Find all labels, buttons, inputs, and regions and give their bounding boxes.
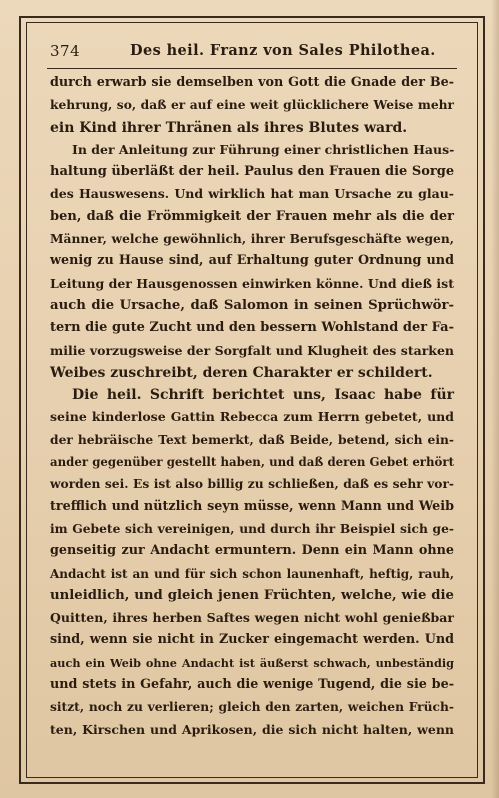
text-line: Männer, welche gewöhnlich, ihrer Berufsgeschäfte wegen, bbox=[50, 231, 454, 247]
body-text bbox=[50, 72, 454, 741]
text-line: des Hauswesens. Und wirklich hat man Ursache zu glau- bbox=[50, 186, 454, 202]
text-line: unleidlich, und gleich jenen Früchten, welche, wie die bbox=[50, 587, 454, 603]
text-line: haltung überläßt der heil. Paulus den Frauen die Sorge bbox=[50, 164, 455, 180]
text-line: trefflich und nützlich seyn müsse, wenn Mann und Weib bbox=[50, 498, 454, 514]
text-line: durch erwarb sie demselben von Gott die Gnade der Be- bbox=[50, 75, 454, 90]
page-header bbox=[50, 40, 454, 64]
text-line: In der Anleitung zur Führung einer christlichen Haus- bbox=[72, 141, 455, 157]
text-line: auch ein Weib ohne Andacht ist äußerst schwach, unbeständig bbox=[50, 655, 454, 670]
text-line: ten, Kirschen und Aprikosen, die sich nicht halten, wenn bbox=[50, 721, 454, 737]
text-line: kehrung, so, daß er auf eine weit glücklichere Weise mehr bbox=[50, 97, 454, 113]
text-line: sitzt, noch zu verlieren; gleich den zarten, weichen Früch- bbox=[50, 699, 454, 715]
text-line: genseitig zur Andacht ermuntern. Denn ein Mann ohne bbox=[50, 543, 454, 559]
running-title: Des heil. Franz von Sales Philothea. bbox=[130, 42, 436, 59]
text-line: Andacht ist an und für sich schon launenhaft, heftig, rauh, bbox=[50, 566, 454, 581]
text-line: Leitung der Hausgenossen einwirken könne. Und dieß ist bbox=[50, 275, 454, 291]
text-line: ben, daß die Frömmigkeit der Frauen mehr als die der bbox=[50, 208, 454, 224]
text-line: Weibes zuschreibt, deren Charakter er schildert. bbox=[50, 364, 433, 381]
text-line: auch die Ursache, daß Salomon in seinen Sprüchwör- bbox=[50, 297, 454, 313]
header-rule bbox=[47, 68, 457, 69]
text-line: der hebräische Text bemerkt, daß Beide, betend, sich ein- bbox=[50, 431, 454, 447]
text-line: tern die gute Zucht und den bessern Wohlstand der Fa- bbox=[50, 320, 454, 336]
text-line: ein Kind ihrer Thränen als ihres Blutes ward. bbox=[50, 119, 408, 136]
text-line: im Gebete sich vereinigen, und durch ihr Beispiel sich ge- bbox=[50, 520, 454, 536]
text-line: worden sei. Es ist also billig zu schließen, daß es sehr vor- bbox=[50, 476, 454, 492]
page-number: 374 bbox=[50, 42, 81, 60]
text-line: milie vorzugsweise der Sorgfalt und Klugheit des starken bbox=[50, 342, 454, 358]
text-line: Die heil. Schrift berichtet uns, Isaac habe für bbox=[72, 387, 454, 404]
text-line: Quitten, ihres herben Saftes wegen nicht wohl genießbar bbox=[50, 610, 454, 626]
text-line: ander gegenüber gestellt haben, und daß deren Gebet erhört bbox=[50, 455, 454, 470]
text-line: seine kinderlose Gattin Rebecca zum Herrn gebetet, und bbox=[50, 409, 454, 425]
text-line: und stets in Gefahr, auch die wenige Tugend, die sie be- bbox=[50, 677, 454, 693]
text-line: wenig zu Hause sind, auf Erhaltung guter Ordnung und bbox=[50, 253, 454, 269]
text-line: sind, wenn sie nicht in Zucker eingemacht werden. Und bbox=[50, 632, 454, 648]
